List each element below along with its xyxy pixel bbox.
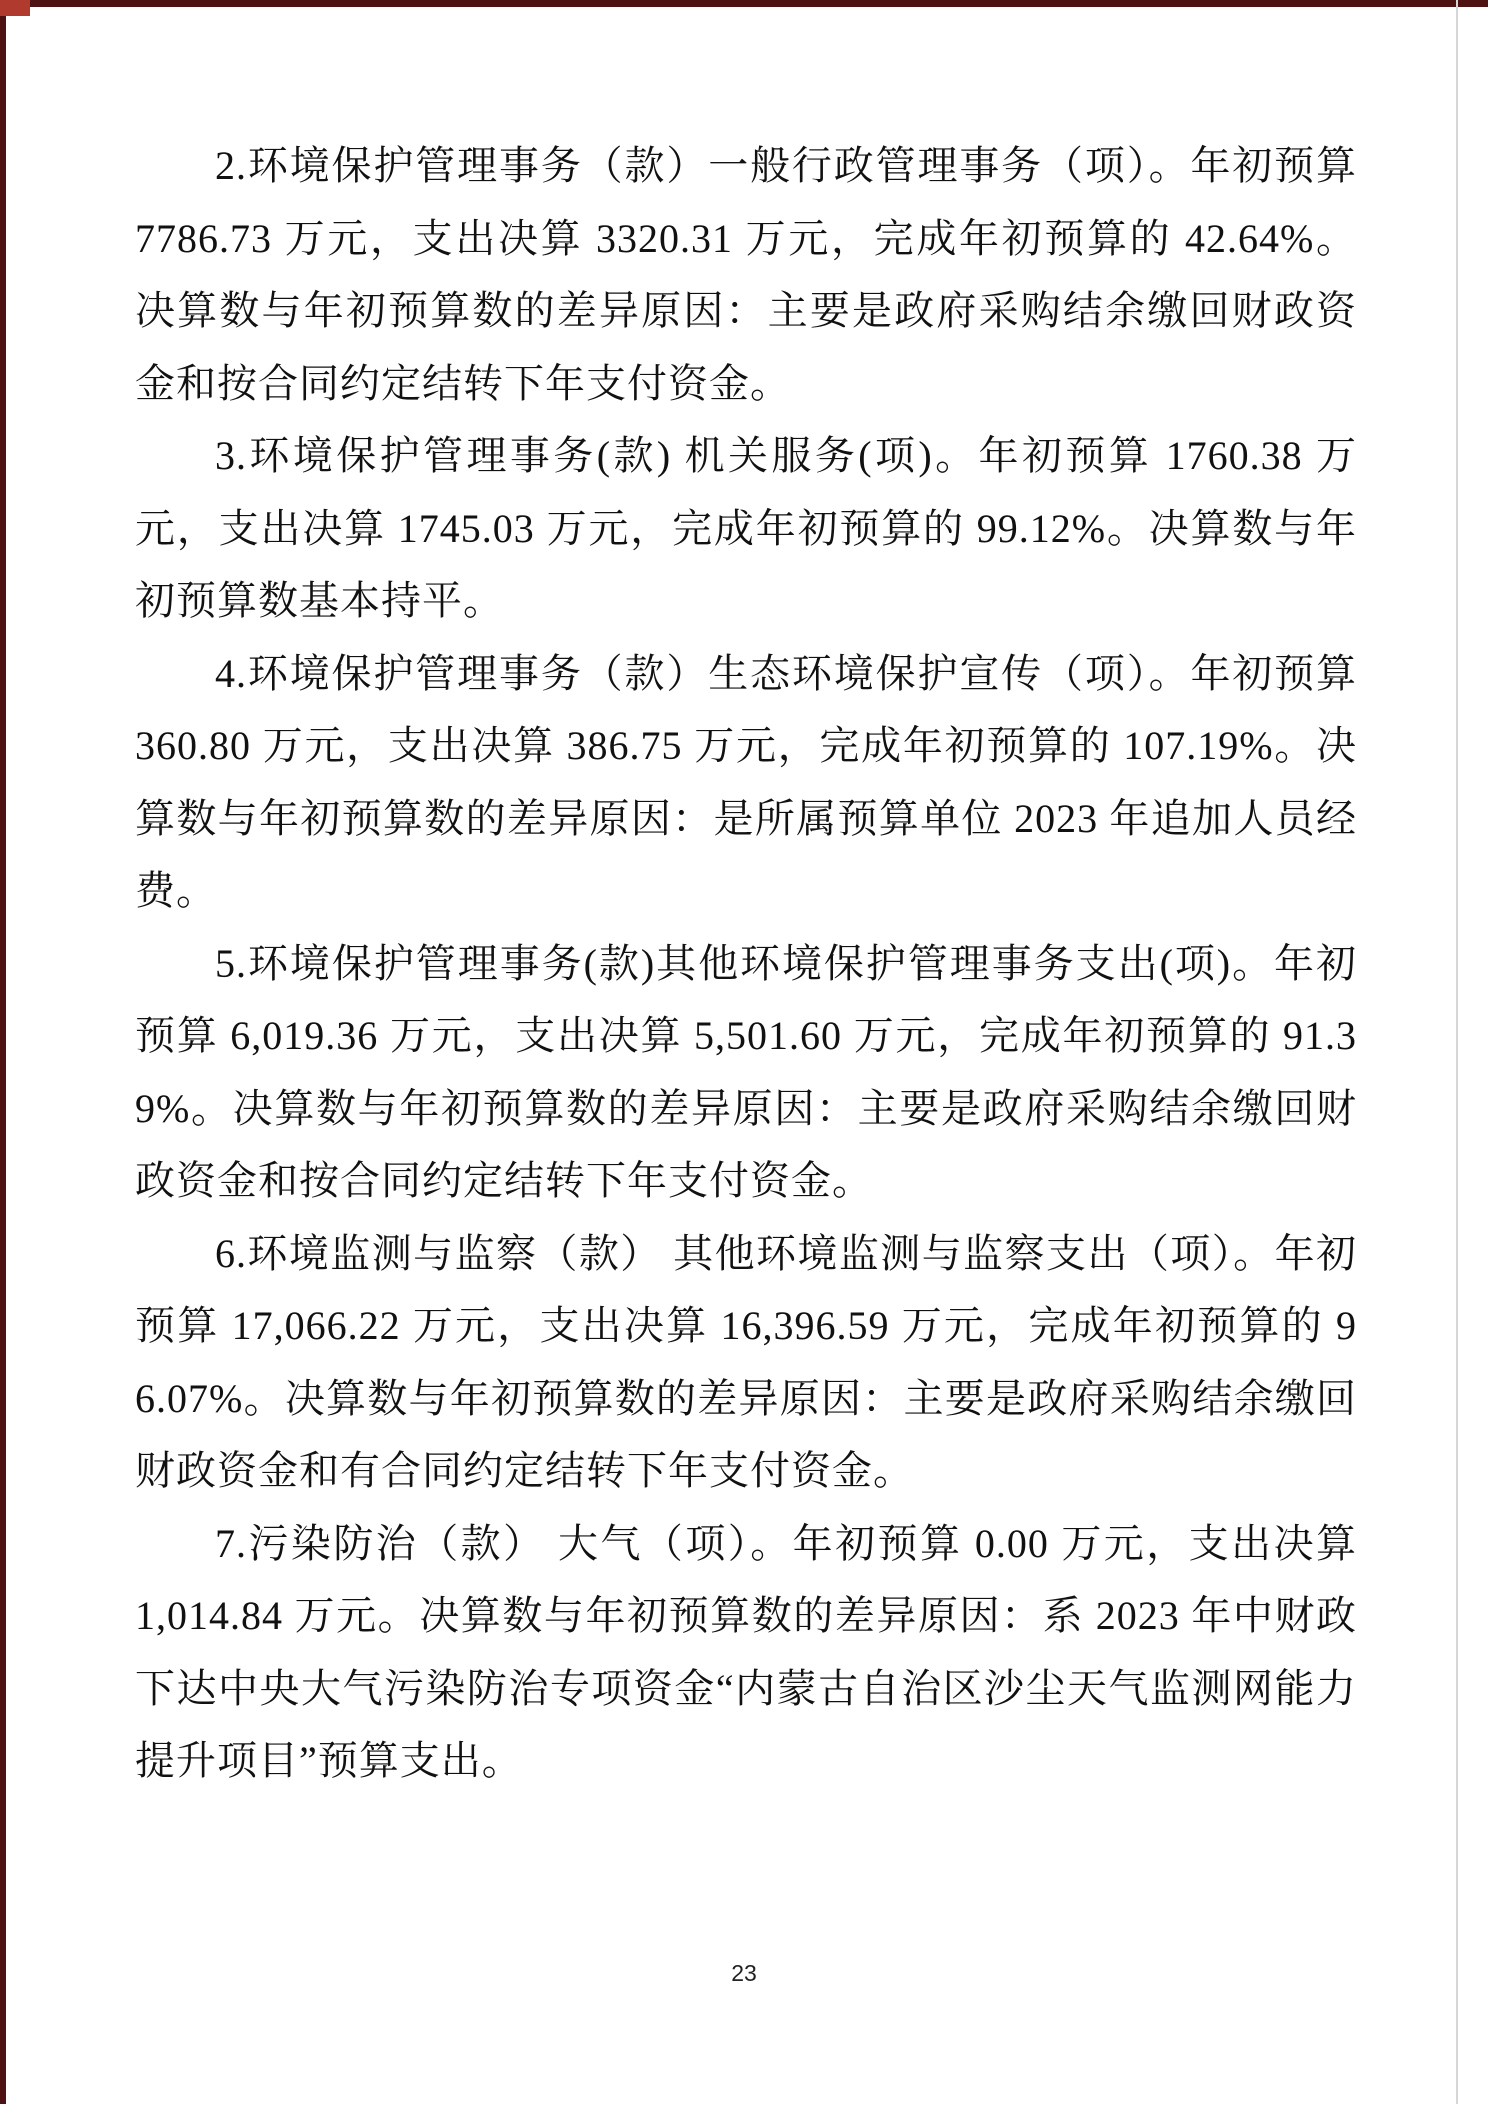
body-paragraph-7: 7.污染防治（款） 大气（项）。年初预算 0.00 万元，支出决算 1,014.84 万元。决算数与年初预算数的差异原因：系 2023 年中财政下达中央大气污染防治专项资金“内蒙古自治区沙尘天气监测网能力提升项目”预算支出。 xyxy=(135,1520,1357,1783)
body-paragraph-4: 4.环境保护管理事务（款）生态环境保护宣传（项）。年初预算 360.80 万元，支出决算 386.75 万元，完成年初预算的 107.19%。决算数与年初预算数的差异原因：是所属预算单位 2023 年追加人员经费。 xyxy=(135,650,1357,913)
scan-corner-mark xyxy=(0,0,30,16)
scan-edge-right xyxy=(1456,0,1458,2104)
body-paragraph-5: 5.环境保护管理事务(款)其他环境保护管理事务支出(项)。年初预算 6,019.36 万元，支出决算 5,501.60 万元，完成年初预算的 91.39%。决算数与年初预算数的差异原因：主要是政府采购结余缴回财政资金和按合同约定结转下年支付资金。 xyxy=(135,940,1357,1203)
page-number: 23 xyxy=(731,1960,757,1986)
body-paragraph-2: 2.环境保护管理事务（款）一般行政管理事务（项）。年初预算 7786.73 万元，支出决算 3320.31 万元，完成年初预算的 42.64%。决算数与年初预算数的差异原因：主要是政府采购结余缴回财政资金和按合同约定结转下年支付资金。 xyxy=(135,143,1357,406)
body-paragraph-3: 3.环境保护管理事务(款) 机关服务(项)。年初预算 1760.38 万元，支出决算 1745.03 万元，完成年初预算的 99.12%。决算数与年初预算数基本持平。 xyxy=(135,433,1357,623)
document-body xyxy=(135,130,1357,1798)
scan-edge-left xyxy=(0,0,6,2104)
scan-edge-top xyxy=(0,0,1488,7)
body-paragraph-6: 6.环境监测与监察（款） 其他环境监测与监察支出（项）。年初预算 17,066.22 万元，支出决算 16,396.59 万元，完成年初预算的 96.07%。决算数与年初预算数的差异原因：主要是政府采购结余缴回财政资金和有合同约定结转下年支付资金。 xyxy=(135,1230,1357,1493)
